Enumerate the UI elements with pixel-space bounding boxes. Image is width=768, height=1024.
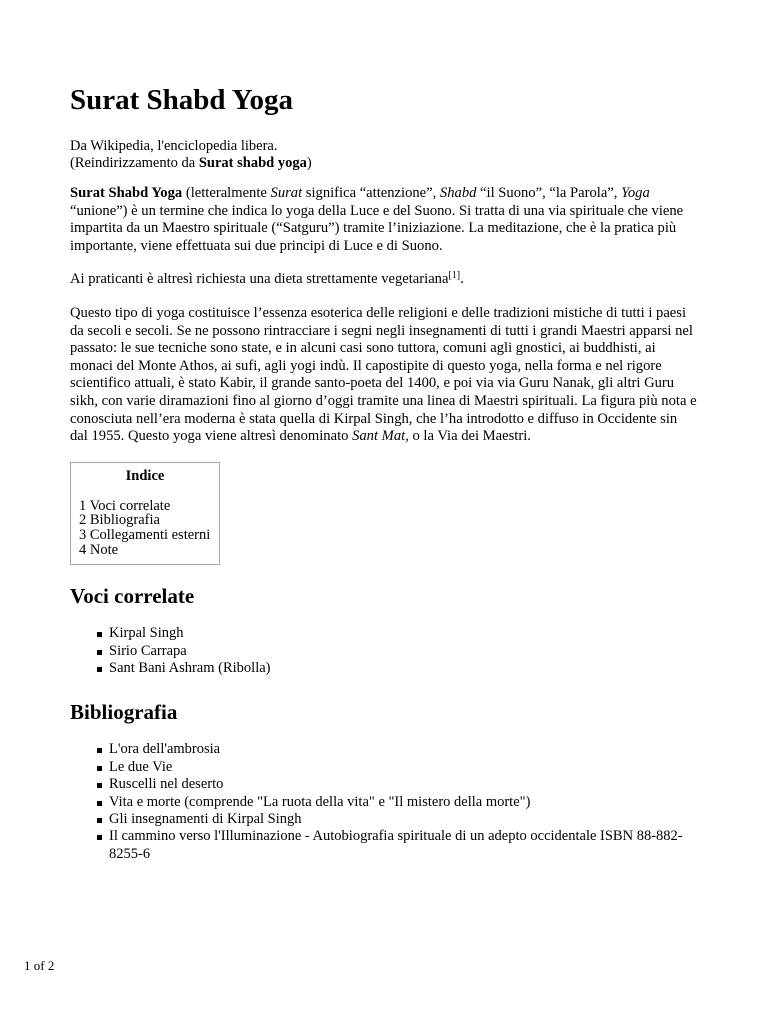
text-run: Questo tipo di yoga costituisce l’essenza esoterica delle religioni e delle tradizioni mistiche di tutti i paesi da secoli e secoli. Se ne possono rintracciare i segni negli insegnamenti di tutti i grandi Maestri apparsi nel passato: le sue tecniche sono state, e in alcuni casi sono tuttora, comuni agli gnostici, ai buddhisti, ai monaci del Monte Athos, ai sufi, agli yogi indù. Il capostipite di questo yoga, nella forma e nel rigore scientifico attuali, è stato Kabir, il grande santo-poeta del 1400, e poi via via Guru Nanak, gli altri Guru sikh, con varie diramazioni fino al giorno d’oggi tramite una linea di Maestri spirituali. La figura più nota e conosciuta nell’era moderna è stata quella di Kirpal Singh, che l’ha introdotto e diffuso in Occidente sin dal 1955. Questo yoga viene altresì denominato (70, 304, 697, 445)
list-item: Ruscelli nel deserto (109, 776, 698, 793)
intro-paragraph-2 (70, 271, 698, 289)
text-run: Ai praticanti è altresì richiesta una dieta strettamente vegetariana (70, 271, 449, 288)
table-of-contents (70, 462, 220, 565)
text-run: . (460, 271, 464, 288)
text-run: (letteralmente (182, 185, 271, 201)
section-heading-bibliografia: Bibliografia (70, 700, 178, 725)
reference-link[interactable]: [1] (448, 270, 461, 282)
article-subtitle (70, 138, 698, 172)
text-run: “il Suono”, “la Parola”, (476, 185, 622, 201)
redirect-suffix: ) (306, 155, 312, 171)
list-item: Gli insegnamenti di Kirpal Singh (109, 811, 698, 828)
term-shabd: Shabd (439, 185, 477, 201)
toc-item-collegamenti-esterni[interactable]: 3 Collegamenti esterni (79, 526, 211, 543)
term-surat: Surat (270, 185, 303, 201)
text-run: “unione”) è un termine che indica lo yoga della Luce e del Suono. Si tratta di una via spirituale che viene impartita da un Maestro spirituale (“Satguru”) tramite l’iniziazione. La meditazione, che è la pratica più importante, viene effettuata sui due principi di Luce e di Suono. (70, 202, 684, 254)
redirect-link[interactable]: Surat shabd yoga (198, 155, 307, 171)
intro-paragraph-1 (70, 185, 698, 255)
redirect-line (70, 155, 698, 172)
voci-correlate-list (70, 625, 698, 677)
term-yoga: Yoga (621, 185, 650, 201)
list-item: L'ora dell'ambrosia (109, 741, 698, 758)
toc-item-voci-correlate[interactable]: 1 Voci correlate (79, 497, 171, 514)
list-item[interactable]: Sant Bani Ashram (Ribolla) (109, 660, 698, 677)
bibliografia-list (70, 741, 698, 863)
list-item: Vita e morte (comprende "La ruota della vita" e "Il mistero della morte") (109, 794, 698, 811)
redirect-prefix: (Reindirizzamento da (70, 155, 199, 171)
page-indicator: 1 of 2 (24, 958, 55, 973)
intro-paragraph-3 (70, 305, 698, 446)
list-item[interactable]: Kirpal Singh (109, 625, 698, 642)
text-run: , o la Via dei Maestri. (405, 428, 531, 445)
page-title: Surat Shabd Yoga (70, 84, 293, 116)
list-item[interactable]: Sirio Carrapa (109, 643, 698, 660)
article-term: Surat Shabd Yoga (70, 185, 183, 201)
term-sant-mat: Sant Mat (352, 428, 406, 445)
text-run: significa “attenzione”, (302, 185, 440, 201)
list-item: Il cammino verso l'Illuminazione - Autobiografia spirituale di un adepto occidentale ISBN 88-882-8255-6 (109, 828, 698, 863)
toc-item-note[interactable]: 4 Note (79, 541, 119, 558)
section-heading-voci-correlate: Voci correlate (70, 584, 195, 609)
list-item: Le due Vie (109, 759, 698, 776)
toc-title: Indice (125, 467, 165, 484)
source-line: Da Wikipedia, l'enciclopedia libera. (70, 138, 278, 154)
article (70, 82, 698, 885)
toc-item-bibliografia[interactable]: 2 Bibliografia (79, 512, 160, 529)
